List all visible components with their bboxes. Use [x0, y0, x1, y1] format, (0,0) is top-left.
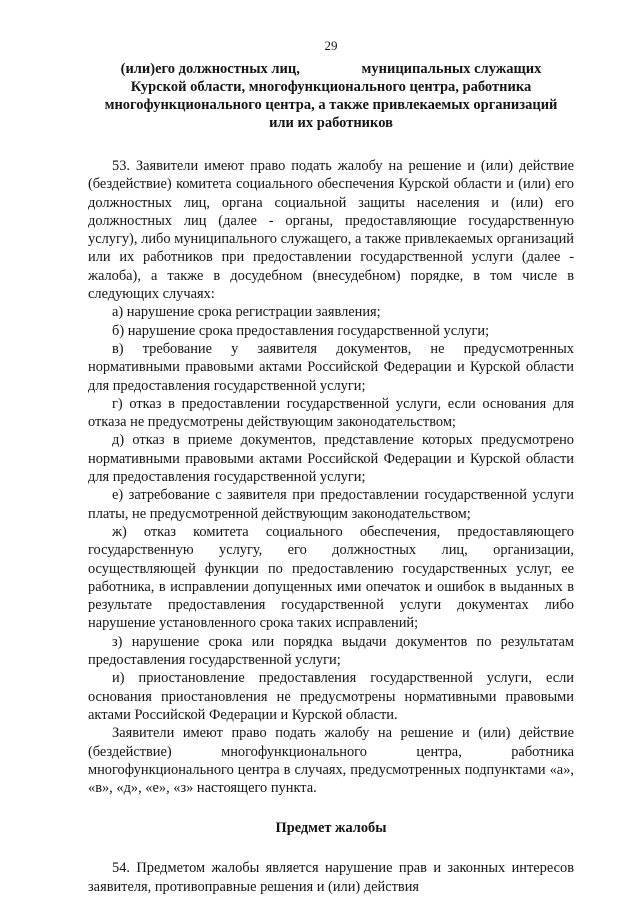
paragraph-item-zh: ж) отказ комитета социального обеспечения, предоставляющего государственную услугу, его должностных лиц, организации, осуществляющей функции по предоставлению государственных услуг, ее работника, в исправлении допущенных ими опечаток и ошибок в выданных в результате предоставления государственной услуги документах либо нарушение установленного срока таких исправлений; — [88, 523, 574, 632]
section-title-line: (или)его должностных лиц, муниципальных служащих — [120, 61, 542, 77]
paragraph-item-d: д) отказ в приеме документов, представление которых предусмотрено нормативными правовыми актами Российской Федерации и Курской области для предоставления государственной услуги; — [88, 432, 574, 486]
section-heading: Предмет жалобы — [275, 820, 387, 837]
paragraph-item-z: з) нарушение срока или порядка выдачи документов по результатам предоставления государственной услуги; — [88, 633, 574, 669]
page-number: 29 — [324, 38, 338, 53]
section-title-line: или их работников — [269, 115, 393, 131]
paragraph-54: 54. Предметом жалобы является нарушение прав и законных интересов заявителя, противоправные решения и (или) действия — [88, 860, 574, 895]
spacer — [88, 797, 574, 819]
paragraph-mfc: Заявители имеют право подать жалобу на решение и (или) действие (бездействие) многофункционального центра, работника многофункционального центра в случаях, предусмотренных подпунктами «а», «в», «д», «е», «з» настоящего пункта. — [88, 725, 574, 797]
section-title-line: Курской области, многофункционального центра, работника — [130, 79, 532, 95]
paragraph-item-a: а) нарушение срока регистрации заявления; — [112, 304, 381, 321]
paragraph-item-e: е) затребование с заявителя при предоставлении государственной услуги платы, не предусмотренной действующим законодательством; — [88, 487, 574, 522]
spacer — [88, 132, 574, 157]
paragraph-item-g: г) отказ в предоставлении государственной услуги, если основания для отказа не предусмотрены действующим законодательством; — [88, 395, 574, 431]
paragraph-item-b: б) нарушение срока предоставления государственной услуги; — [112, 322, 490, 339]
body-text — [88, 157, 574, 797]
paragraph-53: 53. Заявители имеют право подать жалобу на решение и (или) действие (бездействие) комитета социального обеспечения Курской области и (или) его должностных лиц, органа социальной защиты населения и (или) его должностных лиц (далее - органы, предоставляющие государственную услугу), либо муниципального служащего, а также привлекаемых организаций или их работников при предоставлении государственной услуги (далее - жалоба), а также в досудебном (внесудебном) порядке, в том числе в следующих случаях: — [88, 158, 574, 303]
section-title — [88, 60, 574, 132]
spacer — [88, 837, 574, 859]
paragraph-item-i: и) приостановление предоставления государственной услуги, если основания приостановления не предусмотрены нормативными правовыми актами Российской Федерации и Курской области. — [88, 670, 574, 723]
section-title-line: многофункционального центра, а также привлекаемых организаций — [104, 97, 558, 113]
paragraph-item-v: в) требование у заявителя документов, не предусмотренных нормативными правовыми актами Российской Федерации и Курской области для предоставления государственной услуги; — [88, 340, 574, 394]
body-text-2 — [88, 859, 574, 896]
